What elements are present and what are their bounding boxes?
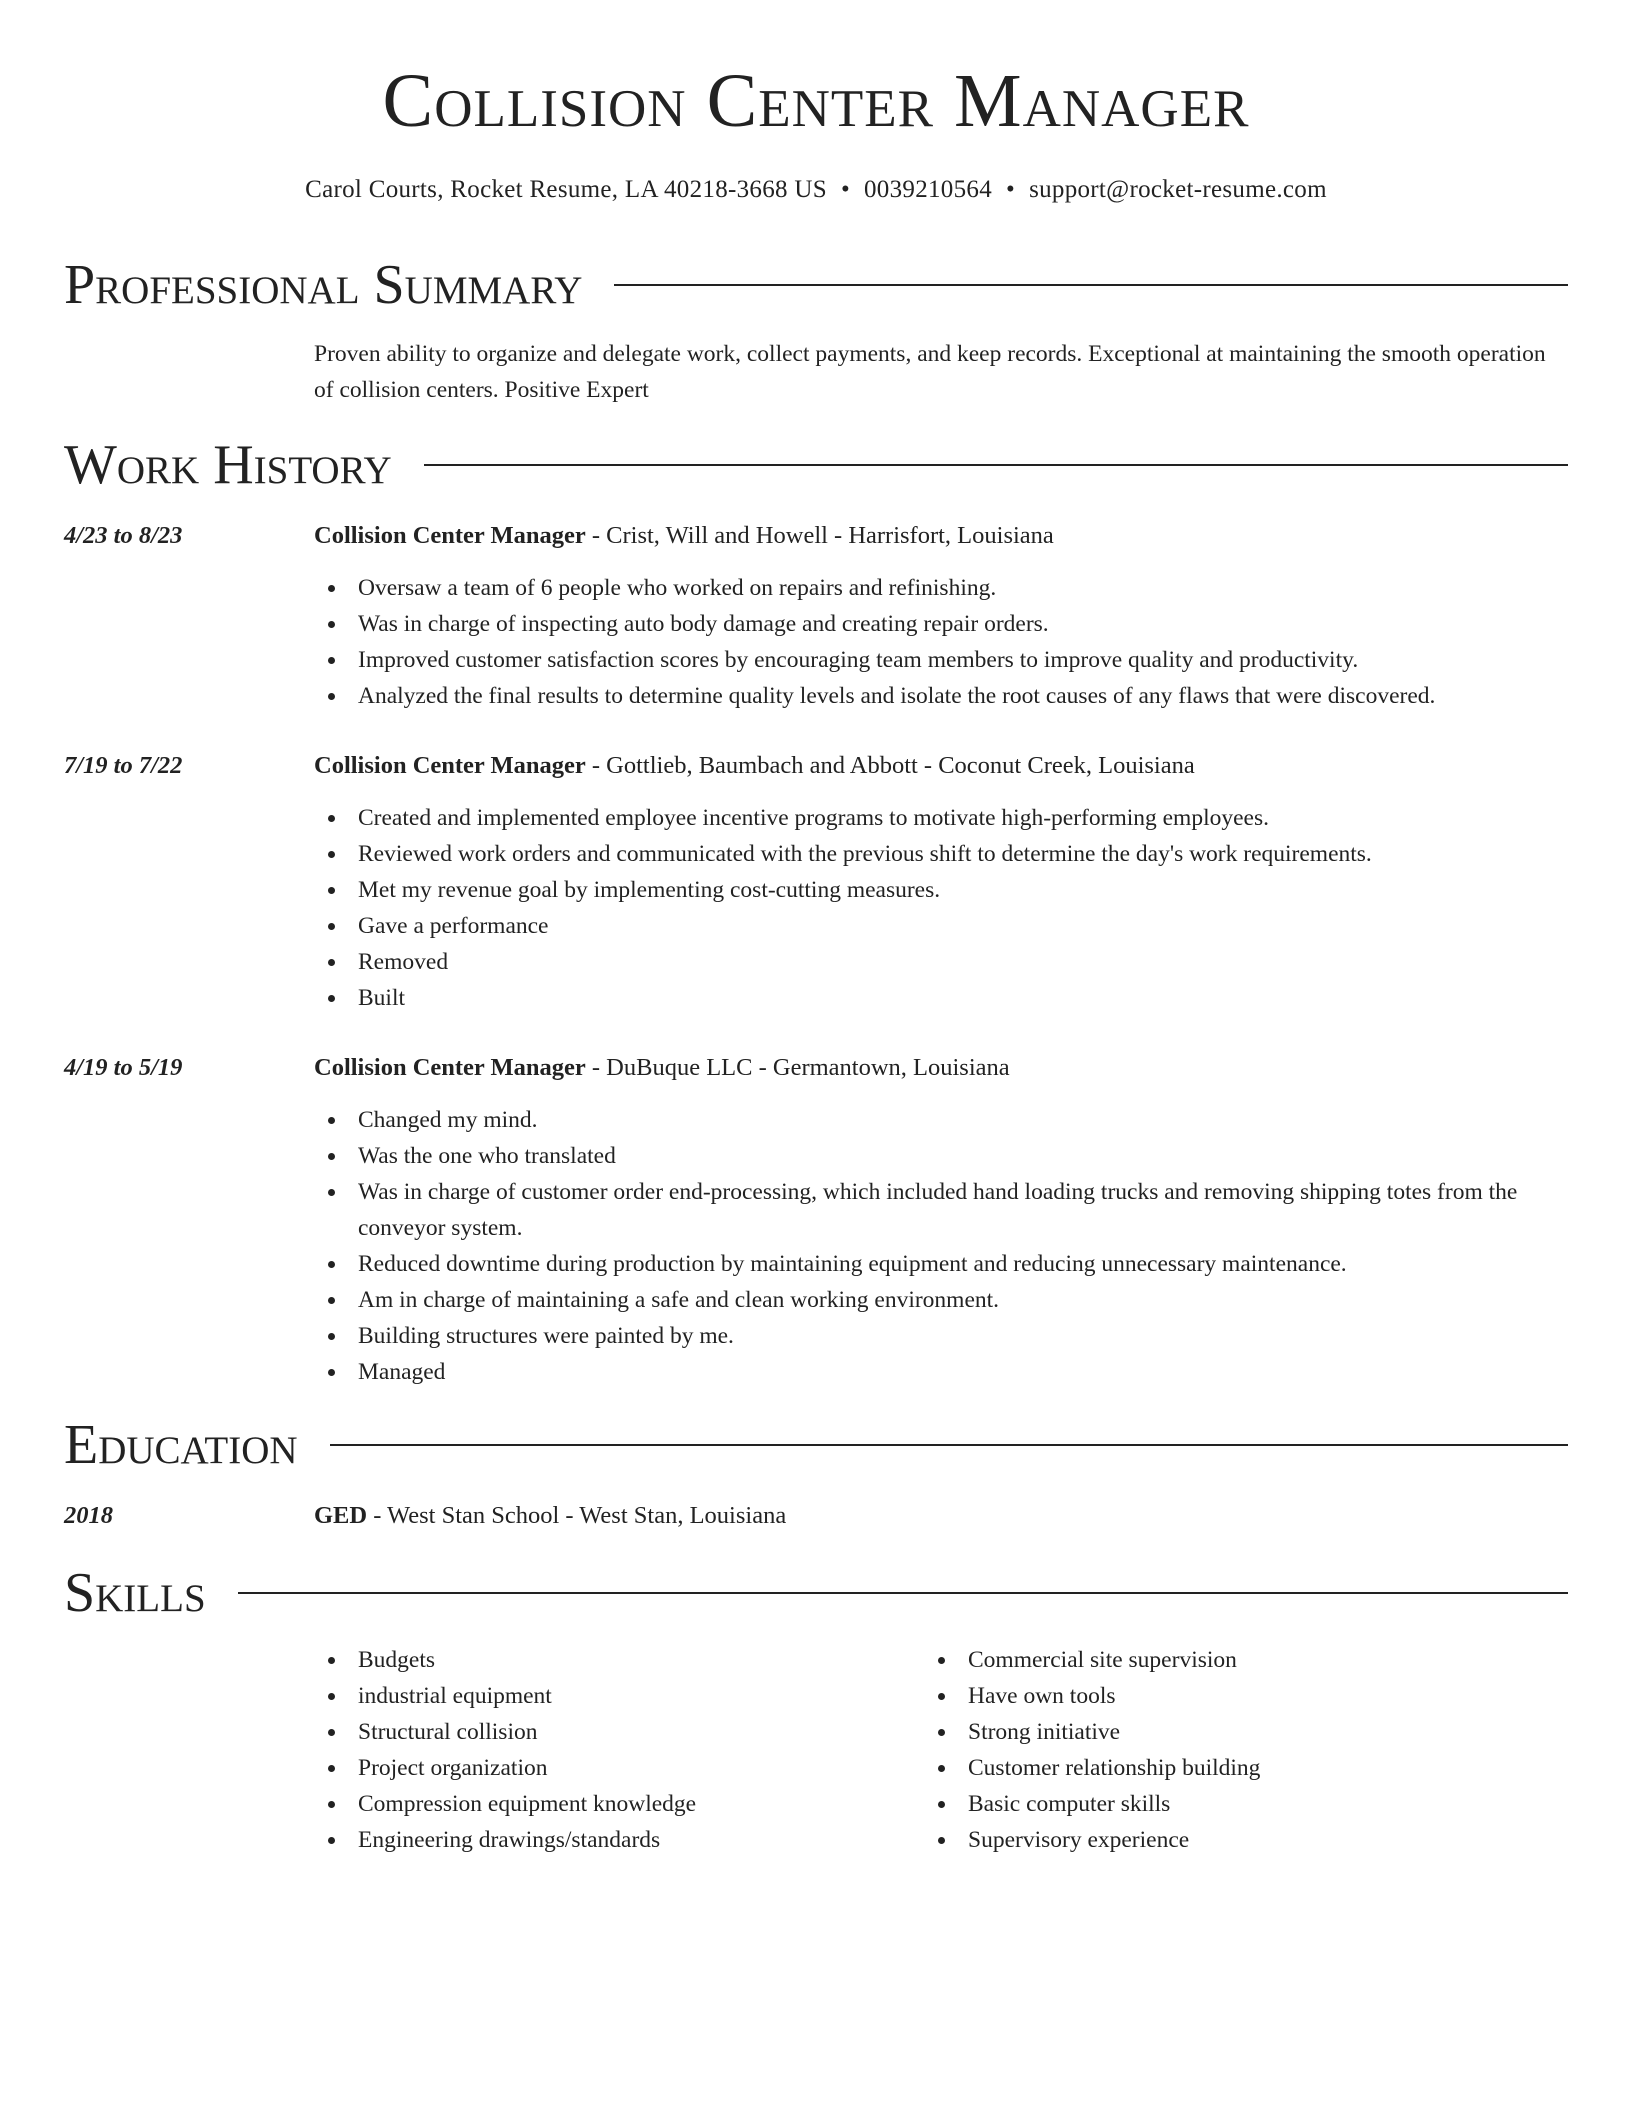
list-item: Was the one who translated (314, 1138, 1568, 1174)
list-item: Analyzed the final results to determine quality levels and isolate the root causes of any flaws that were discovered. (314, 678, 1568, 714)
skill-item: Have own tools (924, 1678, 1632, 1714)
list-item: Changed my mind. (314, 1102, 1568, 1138)
list-item: Met my revenue goal by implementing cost-cutting measures. (314, 872, 1568, 908)
list-item: Was in charge of customer order end-processing, which included hand loading trucks and removing shipping totes from the conveyor system. (314, 1174, 1568, 1246)
skill-item: Basic computer skills (924, 1786, 1632, 1822)
list-item: Built (314, 980, 1568, 1016)
job-employer: - DuBuque LLC - Germantown, Louisiana (585, 1054, 1010, 1081)
section-divider (330, 1444, 1568, 1446)
skills-heading: Skills (64, 1562, 206, 1624)
skill-item: Strong initiative (924, 1714, 1632, 1750)
job-heading (314, 1050, 1568, 1086)
summary-section-header (64, 250, 1568, 320)
contact-separator: • (1006, 176, 1016, 203)
list-item: Building structures were painted by me. (314, 1318, 1568, 1354)
job-heading (314, 748, 1568, 784)
education-degree: GED (314, 1502, 368, 1529)
job-bullet-list (314, 570, 1568, 714)
contact-line (0, 172, 1632, 208)
list-item: Removed (314, 944, 1568, 980)
skills-section-header (64, 1558, 1568, 1628)
contact-separator: • (840, 176, 850, 203)
job-title: Collision Center Manager (314, 1054, 586, 1081)
skill-item: Commercial site supervision (924, 1642, 1632, 1678)
list-item: Improved customer satisfaction scores by encouraging team members to improve quality and productivity. (314, 642, 1568, 678)
resume-name-title: Collision Center Manager (382, 59, 1250, 143)
education-school: - West Stan School - West Stan, Louisiana (367, 1502, 787, 1529)
summary-heading: Professional Summary (64, 254, 583, 316)
job-employer: - Gottlieb, Baumbach and Abbott - Coconut Creek, Louisiana (585, 752, 1195, 779)
education-heading: Education (64, 1414, 298, 1476)
job-title: Collision Center Manager (314, 522, 586, 549)
contact-phone: 0039210564 (864, 176, 992, 203)
education-year: 2018 (64, 1502, 113, 1529)
list-item: Managed (314, 1354, 1568, 1390)
work-heading: Work History (64, 434, 392, 496)
skill-item: industrial equipment (314, 1678, 1568, 1714)
list-item: Reduced downtime during production by maintaining equipment and reducing unnecessary maintenance. (314, 1246, 1568, 1282)
job-title: Collision Center Manager (314, 752, 586, 779)
contact-email: support@rocket-resume.com (1029, 176, 1327, 203)
skill-item: Customer relationship building (924, 1750, 1632, 1786)
job-employer: - Crist, Will and Howell - Harrisfort, Louisiana (585, 522, 1054, 549)
skill-item: Engineering drawings/standards (314, 1822, 1568, 1858)
section-divider (238, 1592, 1568, 1594)
skill-item: Compression equipment knowledge (314, 1786, 1568, 1822)
skill-item: Supervisory experience (924, 1822, 1632, 1858)
job-bullet-list (314, 1102, 1568, 1390)
list-item: Gave a performance (314, 908, 1568, 944)
summary-text: Proven ability to organize and delegate work, collect payments, and keep records. Exceptional at maintaining the smooth operation of collision centers. Positive Expert (314, 341, 1546, 403)
education-entry (314, 1498, 1568, 1534)
job-dates: 4/19 to 5/19 (64, 1054, 183, 1081)
list-item: Reviewed work orders and communicated with the previous shift to determine the day's work requirements. (314, 836, 1568, 872)
education-section-header (64, 1410, 1568, 1480)
skill-item: Structural collision (314, 1714, 1568, 1750)
skill-item: Budgets (314, 1642, 1568, 1678)
job-dates: 7/19 to 7/22 (64, 752, 183, 779)
list-item: Was in charge of inspecting auto body damage and creating repair orders. (314, 606, 1568, 642)
list-item: Created and implemented employee incentive programs to motivate high-performing employees. (314, 800, 1568, 836)
section-divider (614, 284, 1568, 286)
section-divider (424, 464, 1568, 466)
list-item: Oversaw a team of 6 people who worked on repairs and refinishing. (314, 570, 1568, 606)
contact-address: Carol Courts, Rocket Resume, LA 40218-3668 US (305, 176, 827, 203)
list-item: Am in charge of maintaining a safe and clean working environment. (314, 1282, 1568, 1318)
work-section-header (64, 430, 1568, 500)
skill-item: Project organization (314, 1750, 1568, 1786)
skills-list-right (924, 1642, 1632, 1858)
job-heading (314, 518, 1568, 554)
job-dates: 4/23 to 8/23 (64, 522, 183, 549)
job-bullet-list (314, 800, 1568, 1016)
